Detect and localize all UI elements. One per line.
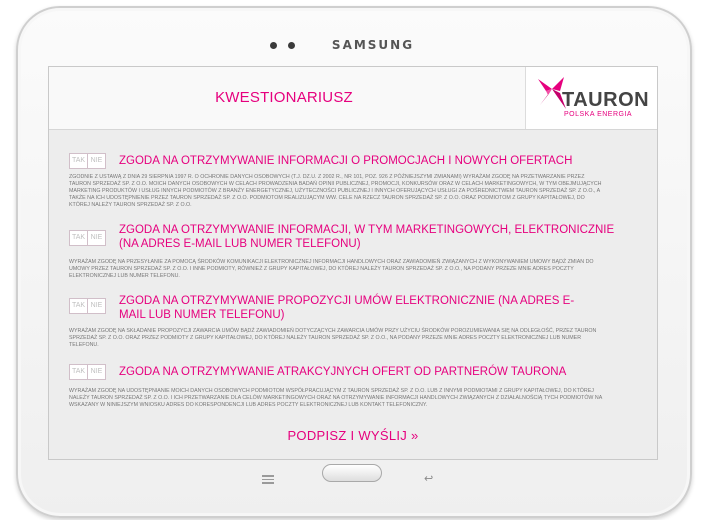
yes-option[interactable]: TAK — [71, 157, 86, 164]
section-text: WYRAŻAM ZGODĘ NA PRZESYŁANIE ZA POMOCĄ ŚRODKÓW KOMUNIKACJI ELEKTRONICZNEJ INFORMACJI HANDLOWYCH ORAZ ZAWIADOMIEŃ ZWIĄZANYCH Z WYKONYWANIEM UMOWY BĄDŹ ZMIAN DO UMOWY PRZEZ TAURON SPRZEDAŻ SP. Z O.O. I INNE PODMIOTY, RÓWNIEŻ Z GRUPY KAPITAŁOWEJ, DO KTÓREJ NALEŻY TAURON SPRZEDAŻ SP. Z O.O., NA PODANY PRZEZE MNIE ADRES POCZTY ELEKTRONICZNEJ LUB NUMER TELEFONU. — [69, 259, 594, 279]
device-brand: SAMSUNG — [331, 38, 415, 52]
yes-option[interactable]: TAK — [71, 302, 86, 309]
sensor-icon — [288, 42, 295, 49]
consent-toggle[interactable] — [69, 153, 106, 169]
section-text: WYRAŻAM ZGODĘ NA SKŁADANIE PROPOZYCJI ZAWARCIA UMÓW BĄDŹ ZAWIADOMIEŃ DOTYCZĄCYCH ZAWARCIA UMÓW PRZY UŻYCIU ŚRODKÓW POROZUMIEWANIA SIĘ NA ODLEGŁOŚĆ, PRZEZ TAURON SPRZEDAŻ SP. Z O.O. ORAZ PRZEZ PODMIOTY Z GRUPY KAPITAŁOWEJ, DO KTÓREJ NALEŻY TAURON SPRZEDAŻ SP. Z O.O., NA PODANY PRZEZE MNIE ADRES POCZTY ELEKTRONICZNEJ LUB NUMER TELEFONU. — [69, 328, 597, 348]
sign-and-send-button[interactable]: PODPISZ I WYŚLIJ » — [287, 428, 419, 443]
back-key-icon[interactable]: ↩ — [424, 472, 434, 485]
yes-option[interactable]: TAK — [71, 368, 86, 375]
questionnaire-form — [49, 130, 657, 459]
section-title: ZGODA NA OTRZYMYWANIE PROPOZYCJI UMÓW ELEKTRONICZNIE (NA ADRES E-MAIL LUB NUMER TELEFONU) — [119, 295, 575, 321]
no-option[interactable]: NIE — [87, 299, 105, 313]
section-title: ZGODA NA OTRZYMYWANIE INFORMACJI, W TYM MARKETINGOWYCH, ELEKTRONICZNIE (NA ADRES E-MAIL LUB NUMER TELEFONU) — [119, 224, 615, 250]
menu-key-icon[interactable] — [262, 475, 274, 486]
section-title: ZGODA NA OTRZYMYWANIE INFORMACJI O PROMOCJACH I NOWYCH OFERTACH — [119, 155, 573, 167]
no-option[interactable]: NIE — [87, 365, 105, 379]
logo-subtitle: POLSKA ENERGIA — [564, 111, 633, 118]
home-button[interactable] — [322, 464, 382, 482]
consent-toggle[interactable] — [69, 364, 106, 380]
app-header — [49, 67, 657, 130]
camera-icon — [270, 42, 277, 49]
section-title: ZGODA NA OTRZYMYWANIE ATRAKCYJNYCH OFERT OD PARTNERÓW TAURONA — [119, 366, 567, 378]
no-option[interactable]: NIE — [87, 231, 105, 245]
consent-toggle[interactable] — [69, 230, 106, 246]
logo-name: TAURON — [562, 89, 650, 111]
page-title: KWESTIONARIUSZ — [215, 89, 353, 106]
app-screen — [48, 66, 658, 460]
yes-option[interactable]: TAK — [71, 234, 86, 241]
tauron-logo — [525, 67, 658, 129]
section-text: ZGODNIE Z USTAWĄ Z DNIA 29 SIERPNIA 1997 R. O OCHRONIE DANYCH OSOBOWYCH (T.J. DZ.U. Z 2002 R., NR 101, POZ. 926 Z PÓŹNIEJSZYMI ZMIANAMI) WYRAŻAM ZGODĘ NA PRZETWARZANIE PRZEZ TAURON SPRZEDAŻ SP. Z O.O. MOICH DANYCH OSOBOWYCH W CELACH PROWADZENIA BADAŃ OPINII PUBLICZNEJ, PROMOCJI, KONKURSÓW ORAZ W CELACH MARKETINGOWYCH, W TYM OBEJMUJĄCYCH MARKETING PRODUKTÓW I USŁUG INNYCH PODMIOTÓW Z BRANŻY ENERGETYCZNEJ, UŻYTECZNOŚCI PUBLICZNEJ I INNYCH OFERUJĄCYCH USŁUGI ZA POŚREDNICTWEM TAURON SPRZEDAŻ SP. Z O.O., A TAKŻE NA ICH UDOSTĘPNIENIE PRZEZ TAURON SPRZEDAŻ SP. Z O.O. PODMIOTOM REALIZUJĄCYM WW. CELE NA RZECZ TAURON SPRZEDAŻ SP. Z O.O. ORAZ PODMIOTOM Z GRUPY KAPITAŁOWEJ, DO KTÓREJ NALEŻY TAURON SPRZEDAŻ SP. Z O.O. — [69, 174, 602, 208]
no-option[interactable]: NIE — [87, 154, 105, 168]
consent-toggle[interactable] — [69, 298, 106, 314]
section-text: WYRAŻAM ZGODĘ NA UDOSTĘPNIANIE MOICH DANYCH OSOBOWYCH PODMIOTOM WSPÓŁPRACUJĄCYM Z TAURON SPRZEDAŻ SP. Z O.O. LUB Z INNYMI PODMIOTAMI Z GRUPY KAPITAŁOWEJ, DO KTÓREJ NALEŻY TAURON SPRZEDAŻ SP. Z O.O. I ICH PRZETWARZANIE DLA CELÓW MARKETINGOWYCH ORAZ NA OTRZYMYWANIE INFORMACJI HANDLOWYCH ZWIĄZANYCH Z DZIAŁALNOŚCIĄ TYCH PODMIOTÓW NA WSKAZANY W NINIEJSZYM WNIOSKU ADRES DO KORESPONDENCJI LUB ADRES POCZTY ELEKTRONICZNEJ LUB KONTAKT TELEFONICZNY. — [69, 388, 602, 408]
